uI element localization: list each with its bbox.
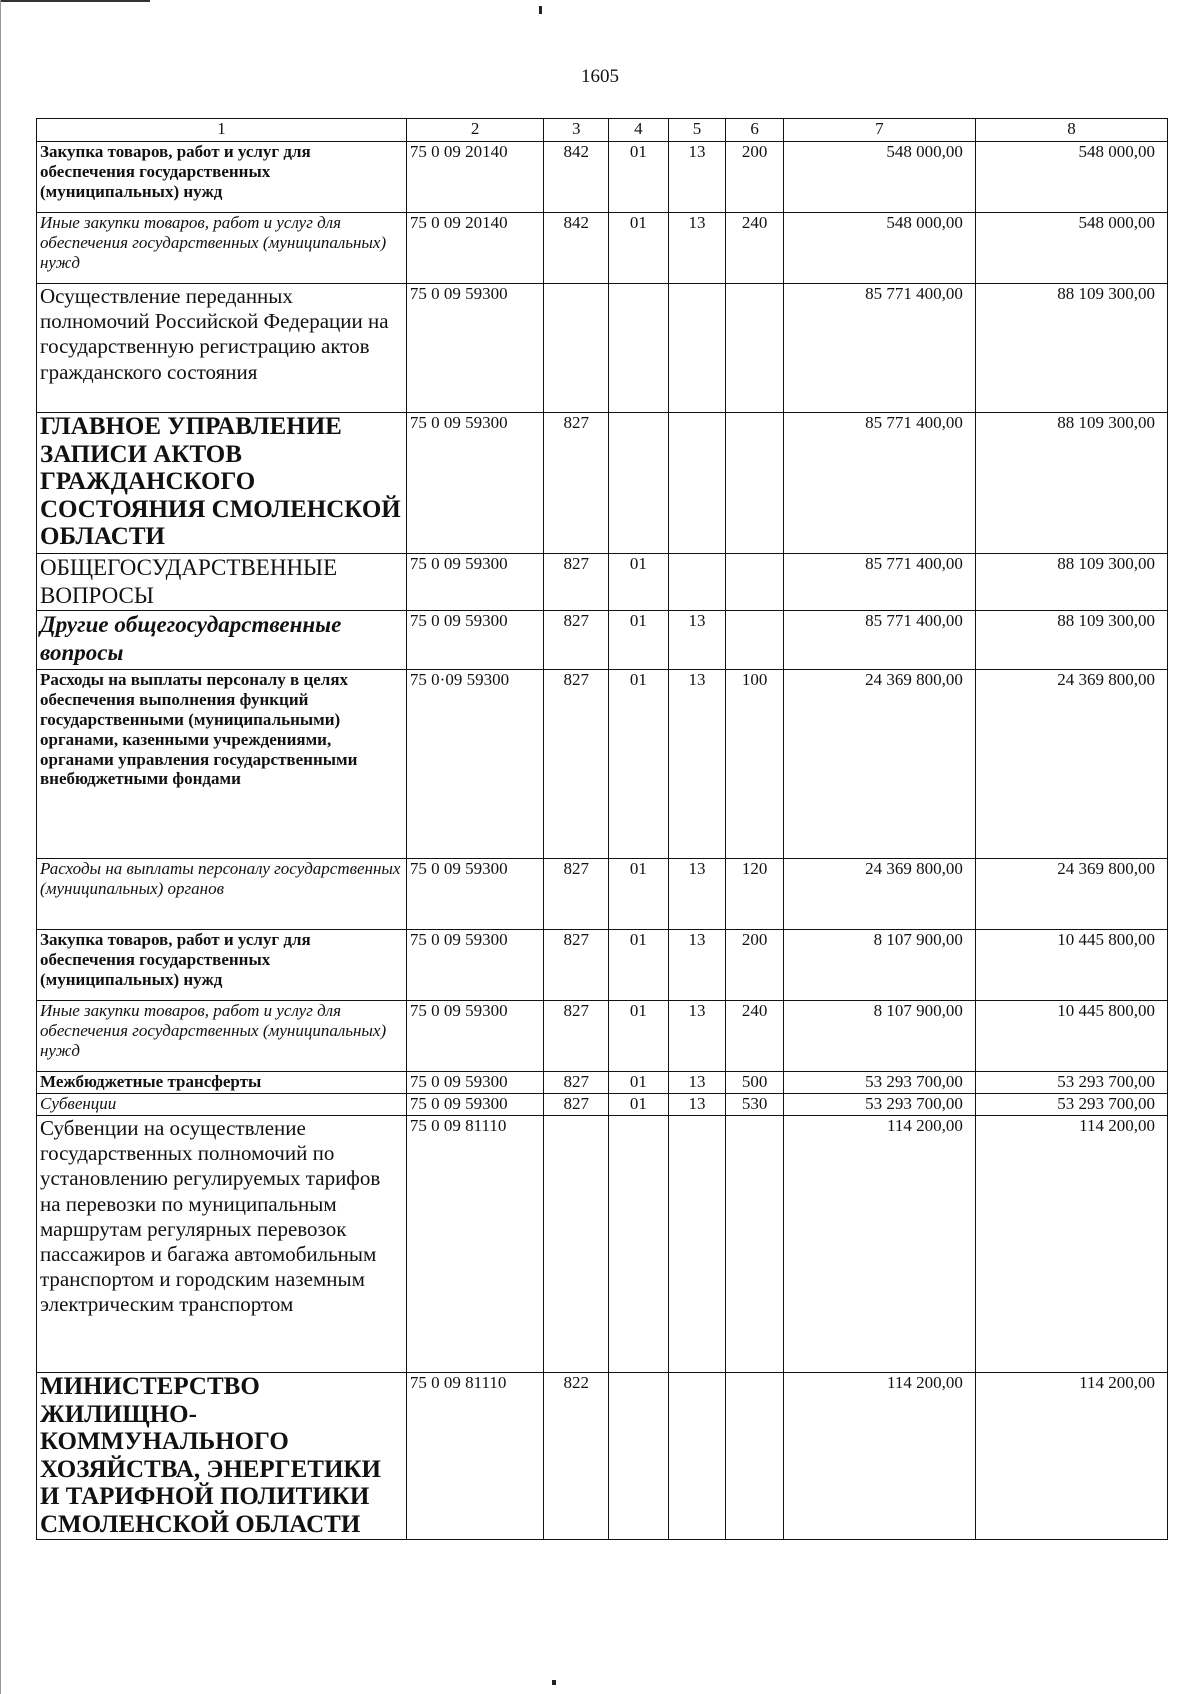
amount-year-2: 88 109 300,00 (975, 284, 1167, 413)
ministry-code: 842 (544, 213, 609, 284)
amount-year-2: 548 000,00 (975, 142, 1167, 213)
target-article-code: 75 0·09 59300 (406, 670, 543, 859)
amount-year-1: 53 293 700,00 (783, 1072, 975, 1094)
expense-name: Иные закупки товаров, работ и услуг для обеспечения государственных (муниципальных) нужд (37, 213, 407, 284)
column-header-5: 5 (668, 119, 726, 142)
expense-name: Закупка товаров, работ и услуг для обеспечения государственных (муниципальных) нужд (37, 930, 407, 1001)
amount-year-1: 8 107 900,00 (783, 1001, 975, 1072)
ministry-code: 827 (544, 611, 609, 670)
amount-year-2: 24 369 800,00 (975, 859, 1167, 930)
subsection-code (668, 413, 726, 554)
section-code: 01 (609, 1072, 669, 1094)
table-row (37, 859, 1168, 930)
column-header-4: 4 (609, 119, 669, 142)
target-article-code: 75 0 09 59300 (406, 554, 543, 611)
expense-name: МИНИСТЕРСТВО ЖИЛИЩНО-КОММУНАЛЬНОГО ХОЗЯЙСТВА, ЭНЕРГЕТИКИ И ТАРИФНОЙ ПОЛИТИКИ СМОЛЕНСКОЙ ОБЛАСТИ (37, 1373, 407, 1540)
table-row (37, 930, 1168, 1001)
amount-year-2: 24 369 800,00 (975, 670, 1167, 859)
amount-year-2: 114 200,00 (975, 1116, 1167, 1373)
subsection-code: 13 (668, 142, 726, 213)
target-article-code: 75 0 09 59300 (406, 1094, 543, 1116)
ministry-code: 822 (544, 1373, 609, 1540)
target-article-code: 75 0 09 81110 (406, 1373, 543, 1540)
amount-year-1: 85 771 400,00 (783, 611, 975, 670)
column-header-8: 8 (975, 119, 1167, 142)
scan-left-edge (0, 0, 1, 1694)
amount-year-1: 548 000,00 (783, 213, 975, 284)
expense-name: Расходы на выплаты персоналу государственных (муниципальных) органов (37, 859, 407, 930)
subsection-code: 13 (668, 670, 726, 859)
scan-edge-line (0, 0, 150, 2)
target-article-code: 75 0 09 20140 (406, 142, 543, 213)
amount-year-2: 548 000,00 (975, 213, 1167, 284)
section-code: 01 (609, 1001, 669, 1072)
ministry-code: 827 (544, 1072, 609, 1094)
expense-name: Осуществление переданных полномочий Российской Федерации на государственную регистрацию актов гражданского состояния (37, 284, 407, 413)
expense-name: ОБЩЕГОСУДАРСТВЕННЫЕ ВОПРОСЫ (37, 554, 407, 611)
expense-name: Межбюджетные трансферты (37, 1072, 407, 1094)
subsection-code: 13 (668, 859, 726, 930)
budget-table (36, 118, 1168, 1540)
target-article-code: 75 0 09 59300 (406, 930, 543, 1001)
amount-year-1: 85 771 400,00 (783, 554, 975, 611)
section-code: 01 (609, 1094, 669, 1116)
subsection-code: 13 (668, 611, 726, 670)
table-row (37, 554, 1168, 611)
column-header-1: 1 (37, 119, 407, 142)
amount-year-1: 548 000,00 (783, 142, 975, 213)
expense-name: Другие общегосударственные вопросы (37, 611, 407, 670)
scan-speck-bottom (552, 1680, 556, 1685)
amount-year-2: 53 293 700,00 (975, 1094, 1167, 1116)
amount-year-1: 24 369 800,00 (783, 859, 975, 930)
table-row (37, 1373, 1168, 1540)
table-row (37, 413, 1168, 554)
expense-type-code: 200 (726, 142, 784, 213)
ministry-code: 827 (544, 859, 609, 930)
expense-name: Субвенции (37, 1094, 407, 1116)
column-header-7: 7 (783, 119, 975, 142)
amount-year-1: 8 107 900,00 (783, 930, 975, 1001)
section-code (609, 1373, 669, 1540)
expense-type-code (726, 1373, 784, 1540)
expense-type-code (726, 1116, 784, 1373)
target-article-code: 75 0 09 20140 (406, 213, 543, 284)
table-row (37, 611, 1168, 670)
ministry-code: 827 (544, 930, 609, 1001)
ministry-code: 827 (544, 1094, 609, 1116)
amount-year-2: 114 200,00 (975, 1373, 1167, 1540)
section-code: 01 (609, 930, 669, 1001)
expense-type-code (726, 611, 784, 670)
subsection-code: 13 (668, 1094, 726, 1116)
section-code: 01 (609, 142, 669, 213)
amount-year-2: 53 293 700,00 (975, 1072, 1167, 1094)
expense-name: Субвенции на осуществление государственных полномочий по установлению регулируемых тарифов на перевозки по муниципальным маршрутам регулярных перевозок пассажиров и багажа автомобильным транспортом и городским наземным электрическим транспортом (37, 1116, 407, 1373)
table-row (37, 142, 1168, 213)
table-row (37, 284, 1168, 413)
subsection-code (668, 554, 726, 611)
expense-type-code: 100 (726, 670, 784, 859)
amount-year-2: 88 109 300,00 (975, 413, 1167, 554)
expense-type-code (726, 413, 784, 554)
section-code: 01 (609, 213, 669, 284)
amount-year-1: 24 369 800,00 (783, 670, 975, 859)
expense-type-code: 240 (726, 213, 784, 284)
expense-type-code: 240 (726, 1001, 784, 1072)
subsection-code (668, 284, 726, 413)
amount-year-1: 114 200,00 (783, 1116, 975, 1373)
ministry-code (544, 1116, 609, 1373)
expense-name: Иные закупки товаров, работ и услуг для обеспечения государственных (муниципальных) нужд (37, 1001, 407, 1072)
column-header-6: 6 (726, 119, 784, 142)
section-code: 01 (609, 554, 669, 611)
page-number: 1605 (581, 66, 619, 87)
target-article-code: 75 0 09 59300 (406, 413, 543, 554)
ministry-code (544, 284, 609, 413)
target-article-code: 75 0 09 59300 (406, 284, 543, 413)
table-row (37, 1094, 1168, 1116)
expense-name: Расходы на выплаты персоналу в целях обеспечения выполнения функций государственными (муниципальными) органами, казенными учреждениями, органами управления государственными внебюджетными фондами (37, 670, 407, 859)
amount-year-2: 88 109 300,00 (975, 611, 1167, 670)
subsection-code: 13 (668, 930, 726, 1001)
ministry-code: 827 (544, 670, 609, 859)
section-code: 01 (609, 859, 669, 930)
amount-year-1: 114 200,00 (783, 1373, 975, 1540)
ministry-code: 842 (544, 142, 609, 213)
amount-year-2: 10 445 800,00 (975, 1001, 1167, 1072)
amount-year-1: 85 771 400,00 (783, 284, 975, 413)
subsection-code (668, 1373, 726, 1540)
subsection-code: 13 (668, 1072, 726, 1094)
section-code: 01 (609, 611, 669, 670)
section-code (609, 1116, 669, 1373)
section-code (609, 284, 669, 413)
expense-type-code (726, 284, 784, 413)
ministry-code: 827 (544, 1001, 609, 1072)
amount-year-2: 10 445 800,00 (975, 930, 1167, 1001)
table-header-row (37, 119, 1168, 142)
section-code: 01 (609, 670, 669, 859)
amount-year-1: 85 771 400,00 (783, 413, 975, 554)
target-article-code: 75 0 09 59300 (406, 1072, 543, 1094)
table-row (37, 1001, 1168, 1072)
subsection-code: 13 (668, 213, 726, 284)
expense-type-code: 200 (726, 930, 784, 1001)
section-code (609, 413, 669, 554)
expense-type-code: 120 (726, 859, 784, 930)
expense-name: Закупка товаров, работ и услуг для обеспечения государственных (муниципальных) нужд (37, 142, 407, 213)
target-article-code: 75 0 09 59300 (406, 1001, 543, 1072)
ministry-code: 827 (544, 554, 609, 611)
table-row (37, 670, 1168, 859)
expense-name: ГЛАВНОЕ УПРАВЛЕНИЕ ЗАПИСИ АКТОВ ГРАЖДАНСКОГО СОСТОЯНИЯ СМОЛЕНСКОЙ ОБЛАСТИ (37, 413, 407, 554)
expense-type-code: 500 (726, 1072, 784, 1094)
column-header-3: 3 (544, 119, 609, 142)
target-article-code: 75 0 09 81110 (406, 1116, 543, 1373)
expense-type-code: 530 (726, 1094, 784, 1116)
target-article-code: 75 0 09 59300 (406, 611, 543, 670)
amount-year-2: 88 109 300,00 (975, 554, 1167, 611)
amount-year-1: 53 293 700,00 (783, 1094, 975, 1116)
subsection-code: 13 (668, 1001, 726, 1072)
table-row (37, 1072, 1168, 1094)
subsection-code (668, 1116, 726, 1373)
expense-type-code (726, 554, 784, 611)
ministry-code: 827 (544, 413, 609, 554)
target-article-code: 75 0 09 59300 (406, 859, 543, 930)
table-row (37, 213, 1168, 284)
table-row (37, 1116, 1168, 1373)
scan-speck-top (539, 6, 542, 14)
column-header-2: 2 (406, 119, 543, 142)
